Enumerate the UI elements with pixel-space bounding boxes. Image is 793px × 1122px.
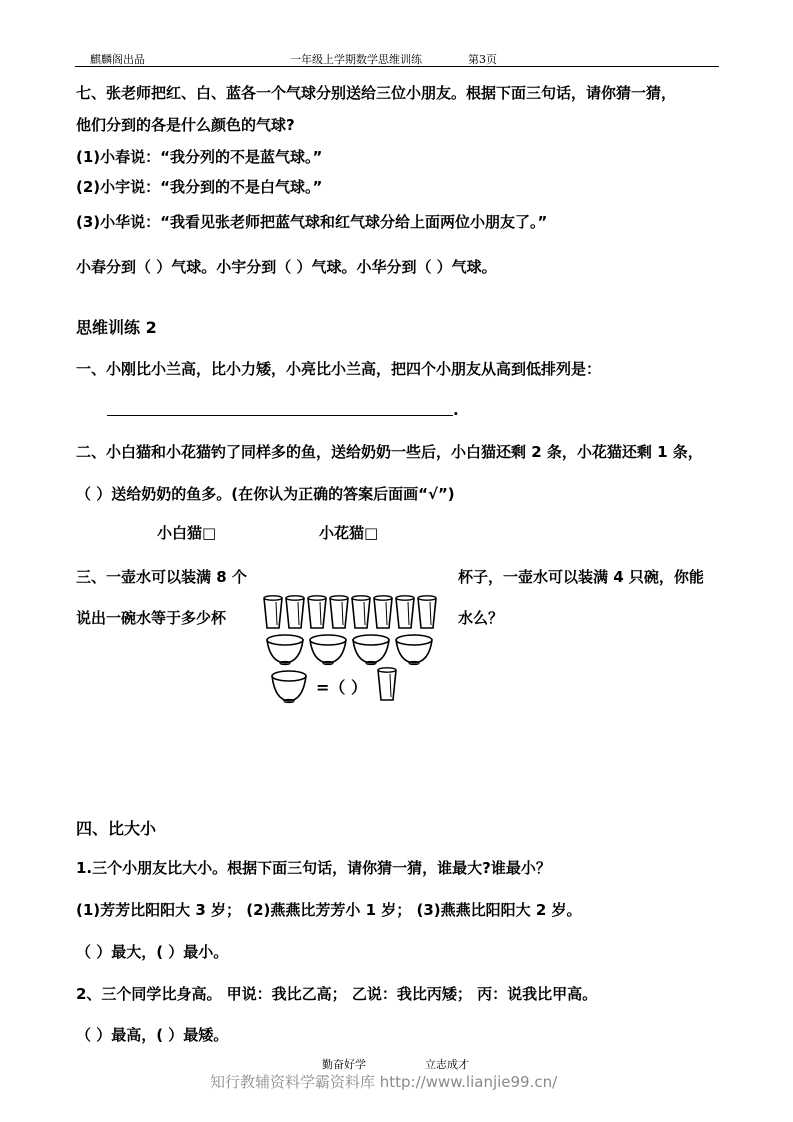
q4-title: 四、比大小 (76, 819, 157, 838)
t2-q3-left-1: 三、一壶水可以装满 8 个 (76, 568, 247, 586)
cup-icon (308, 596, 326, 628)
t2-q1: 一、小刚比小兰高，比小力矮，小亮比小兰高，把四个小朋友从高到低排列是： (76, 360, 602, 378)
t2-q2-line1: 二、小白猫和小花猫钓了同样多的鱼，送给奶奶一些后，小白猫还剩 2 条，小花猫还剩 1 条， (76, 443, 703, 461)
cup-icon (374, 596, 392, 628)
bowl-icon (267, 635, 303, 665)
t2-q2-option-flower-cat[interactable]: 小花猫□ (319, 524, 379, 542)
bowl-icon (353, 635, 389, 665)
q4-p2: 2、三个同学比身高。 甲说：我比乙高； 乙说：我比丙矮； 丙：说我比甲高。 (76, 985, 598, 1003)
header-title: 一年级上学期数学思维训练 (290, 53, 422, 66)
cup-icon (352, 596, 370, 628)
t2-q3-right-1: 杯子，一壶水可以装满 4 只碗，你能 (458, 568, 704, 586)
q7-statement-3: (3)小华说：“我看见张老师把蓝气球和红气球分给上面两位小朋友了。” (76, 213, 548, 231)
cup-icon (418, 596, 436, 628)
t2-q1-period: . (453, 401, 459, 419)
watermark-text: 知行教辅资料学霸资料库 http://www.lianjie99.cn/ (210, 1073, 558, 1091)
cups-bowls-figure (262, 594, 442, 706)
t2-q1-answer-blank[interactable] (107, 415, 453, 416)
bowl-icon (310, 635, 346, 665)
header-publisher: 麒麟阁出品 (90, 53, 145, 66)
bowl-icon (272, 671, 306, 703)
q7-answer-line: 小春分到（ ）气球。小宇分到（ ）气球。小华分到（ ）气球。 (76, 258, 497, 276)
cup-icon (396, 596, 414, 628)
q7-statement-1: (1)小春说：“我分列的不是蓝气球。” (76, 148, 323, 166)
training2-title: 思维训练 2 (76, 318, 157, 337)
t2-q2-option-white-cat[interactable]: 小白猫□ (157, 524, 217, 542)
t2-q3-right-2: 水么？ (458, 609, 504, 627)
q4-p1-answer: （ ）最大，( ）最小。 (76, 943, 229, 961)
q4-p1-clues: (1)芳芳比阳阳大 3 岁； (2)燕燕比芳芳小 1 岁； (3)燕燕比阳阳大 2 岁。 (76, 901, 582, 919)
header-rule (75, 66, 719, 67)
cup-icon (378, 668, 396, 700)
cup-icon (330, 596, 348, 628)
bowl-row (267, 635, 432, 665)
bowl-icon (396, 635, 432, 665)
t2-q3-left-2: 说出一碗水等于多少杯 (76, 609, 227, 627)
equation-text: =（ ） (316, 678, 367, 697)
cup-icon (264, 596, 282, 628)
t2-q2-line2: （ ）送给奶奶的鱼多。(在你认为正确的答案后面画“√”) (76, 485, 455, 503)
q7-line2: 他们分到的各是什么颜色的气球? (76, 116, 295, 134)
header-page-number: 第3页 (468, 53, 497, 66)
q7-line1: 七、张老师把红、白、蓝各一个气球分别送给三位小朋友。根据下面三句话，请你猜一猜， (76, 84, 677, 102)
q4-p1: 1.三个小朋友比大小。根据下面三句话，请你猜一猜，谁最大?谁最小？ (76, 859, 551, 877)
footer-motto-left: 勤奋好学 (322, 1058, 366, 1071)
cup-icon (286, 596, 304, 628)
footer-motto-right: 立志成才 (425, 1058, 469, 1071)
cup-row (264, 596, 436, 628)
q4-p2-answer: （ ）最高，( ）最矮。 (76, 1026, 229, 1044)
q7-statement-2: (2)小宇说：“我分到的不是白气球。” (76, 178, 323, 196)
